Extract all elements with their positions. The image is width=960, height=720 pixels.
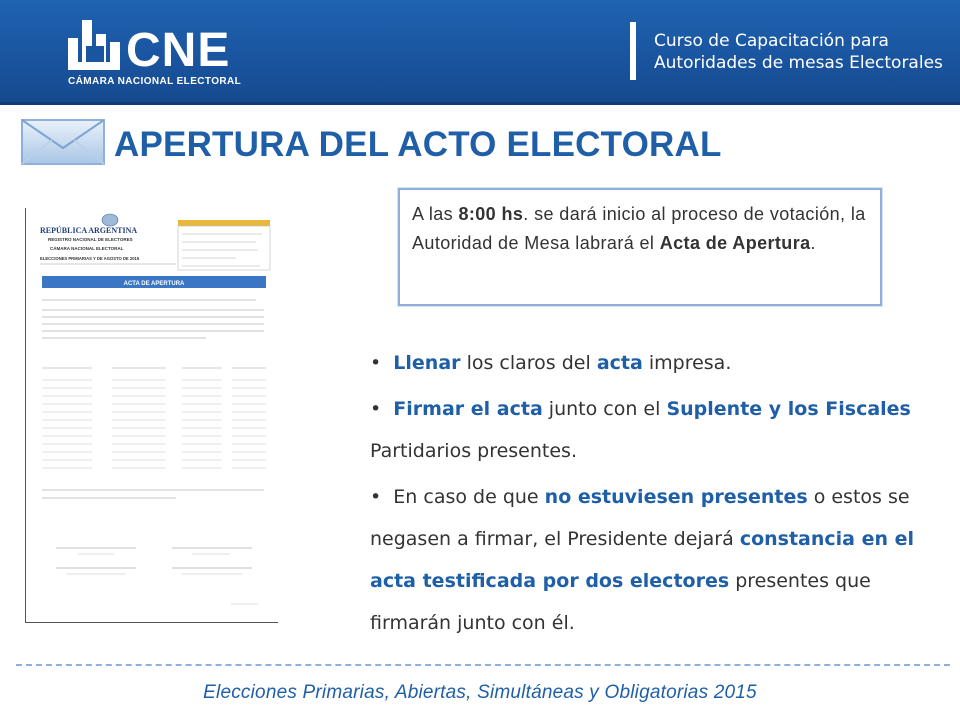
info-acta: Acta de Apertura xyxy=(659,233,811,253)
header-banner xyxy=(0,0,960,105)
doc-heading1: REPÚBLICA ARGENTINA xyxy=(40,226,138,235)
cne-emblem-icon xyxy=(66,16,124,74)
bullet-icon: • xyxy=(370,398,394,420)
doc-heading3: CÁMARA NACIONAL ELECTORAL xyxy=(50,246,124,251)
doc-heading4: ELECCIONES PRIMARIAS Y DE AGOSTO DE 2015 xyxy=(40,256,140,261)
bullet-item: • Llenar los claros del acta impresa. xyxy=(370,352,732,374)
course-title xyxy=(654,30,943,74)
info-callout xyxy=(398,188,882,306)
footer-text: Elecciones Primarias, Abiertas, Simultáneas y Obligatorias 2015 xyxy=(203,682,757,703)
header-divider xyxy=(630,22,636,80)
bullet-item: • En caso de que no estuviesen presentes o estos se negasen a firmar, el Presidente dejará constancia en el acta testificada por dos electores presentes que firmarán junto con él. xyxy=(370,486,915,634)
course-title-line2: Autoridades de mesas Electorales xyxy=(654,53,943,73)
bullet-icon: • xyxy=(370,486,394,508)
logo-text: CNE xyxy=(126,24,231,77)
bullet-item: • Firmar el acta junto con el Suplente y los Fiscales Partidarios presentes. xyxy=(370,398,911,462)
course-title-line1: Curso de Capacitación para xyxy=(654,31,889,51)
logo-subtitle: CÁMARA NACIONAL ELECTORAL xyxy=(68,76,242,87)
bullet-icon: • xyxy=(370,352,394,374)
envelope-icon xyxy=(20,118,106,166)
acta-document-image xyxy=(25,208,278,623)
page-title: APERTURA DEL ACTO ELECTORAL xyxy=(114,125,722,164)
acta-document-drawing xyxy=(26,208,278,622)
info-callout-text: A las 8:00 hs. se dará inicio al proceso de votación, la Autoridad de Mesa labrará el Acta de Apertura. xyxy=(412,204,866,253)
doc-heading2: REGISTRO NACIONAL DE ELECTORES xyxy=(48,237,133,242)
doc-banner: ACTA DE APERTURA xyxy=(123,281,185,287)
instructions-list xyxy=(370,342,930,648)
cne-logo xyxy=(66,16,242,94)
info-time: 8:00 hs xyxy=(458,204,524,224)
footer-divider xyxy=(16,664,950,666)
